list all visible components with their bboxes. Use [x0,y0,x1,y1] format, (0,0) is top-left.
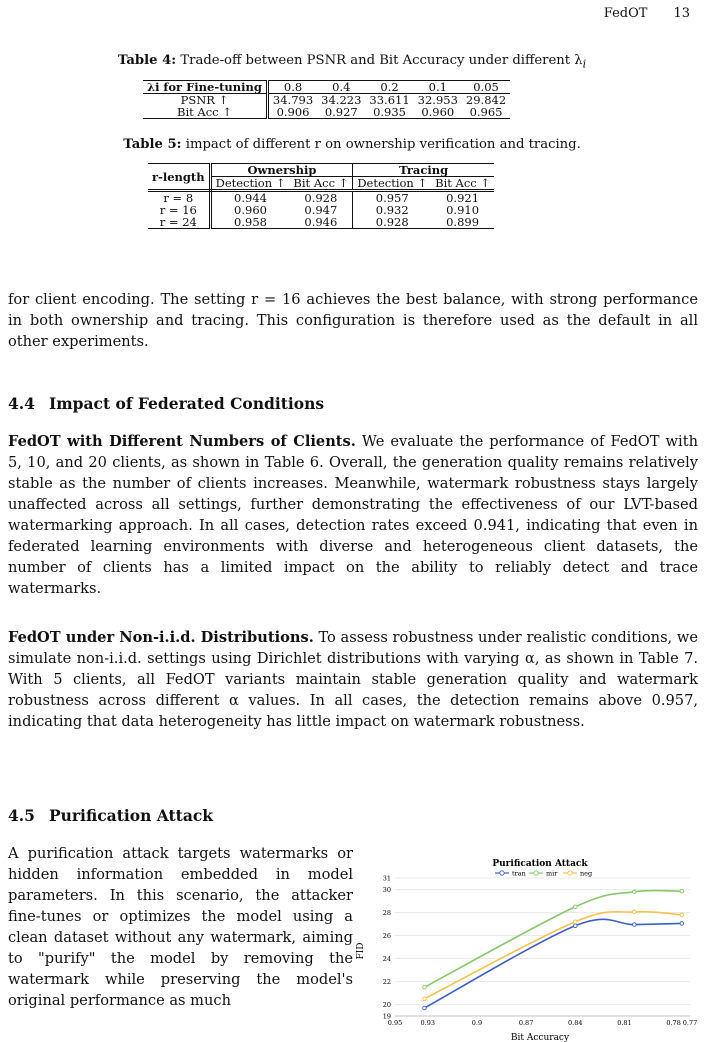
data-point-mir [632,890,636,894]
x-tick-label: 0.87 [518,1019,534,1027]
table-cell: 0.927 [317,106,365,119]
paragraph-text: To assess robustness under realistic conditions, we simulate non-i.i.d. settings using Dirichlet distributions with varying α, as shown in Table 7. With 5 clients, all FedOT variants maintain stable generation quality and watermark robustness across different α values. In all cases, the detection remains above 0.957, indicating that data heterogeneity has little impact on watermark robustness. [8,629,698,730]
table-header-cell: Detection ↑ [210,177,289,191]
data-point-neg [632,910,636,914]
table4-caption-subscript: i [582,57,587,71]
y-tick-label: 19 [382,1012,391,1021]
table-cell: 0.928 [353,216,431,229]
table-cell: 0.8 [267,81,317,94]
y-tick-label: 26 [382,932,391,940]
data-point-tran [573,924,577,928]
x-tick-label: 0.95 [387,1019,403,1027]
page-number: 13 [673,6,690,21]
table-cell: 0.947 [289,204,352,216]
data-point-neg [573,920,577,924]
table-cell: 0.935 [365,106,413,119]
data-point-mir [423,985,427,989]
y-tick-label: 20 [382,1001,391,1009]
chart-series [423,889,684,1009]
section-heading-4-5 [8,806,227,825]
table-group-header: Ownership [210,164,353,177]
table5-caption-label: Table 5: [123,137,182,152]
table-cell: 0.05 [462,81,510,94]
table5-caption [0,137,704,152]
table-cell: 0.944 [234,191,267,205]
y-tick-label: 31 [382,874,391,883]
table-cell: 0.928 [289,191,352,205]
table-row [143,106,510,119]
table-cell: 34.223 [321,93,362,107]
x-tick-label: 0.9 [471,1019,483,1027]
x-tick-label: 0.77 [682,1019,698,1027]
section-number: 4.4 [8,394,35,413]
legend-label: tran [512,869,526,878]
data-point-tran [423,1006,427,1010]
paragraph: for client encoding. The setting r = 16 achieves the best balance, with strong performance in both ownership and tracing. This configuration is therefore used as the default in all other experiments. [8,291,698,350]
table-cell: 0.2 [365,81,413,94]
table-cell: 0.921 [446,191,480,205]
section-title: Purification Attack [48,806,214,825]
table-cell: 0.960 [414,106,462,119]
table5-caption-text: impact of different r on ownership verification and tracing. [185,137,581,152]
table-group-header: Tracing [353,164,494,177]
table-cell: 33.611 [369,93,410,107]
purification-attack-chart [355,856,700,1042]
table4-caption [0,53,704,71]
chart-title: Purification Attack [492,859,588,869]
table-cell: 0.4 [317,81,365,94]
table-cell: 0.946 [289,216,352,229]
section-heading-4-4 [8,394,338,413]
paragraph [8,431,698,599]
table-row [148,216,494,229]
running-title: FedOT [603,6,648,21]
table-header-cell: Bit Acc ↑ [289,177,352,191]
table-cell: Bit Acc ↑ [143,106,267,119]
data-point-neg [423,997,427,1001]
table-cell: 34.793 [272,93,314,107]
x-tick-label: 0.84 [568,1019,583,1027]
table-cell: 0.965 [462,106,510,119]
table-cell: 0.958 [210,216,289,229]
legend-marker [534,871,538,875]
chart-legend [495,870,592,878]
table4-caption-label: Table 4: [117,53,177,68]
table-cell: 0.899 [431,216,494,229]
table-cell: PSNR ↑ [143,94,267,107]
table-cell: 0.932 [375,203,409,217]
x-tick-label: 0.78 [666,1019,681,1027]
paragraph-text: We evaluate the performance of FedOT with 5, 10, and 20 clients, as shown in Table 6. Overall, the generation quality remains relatively stable as the number of clients increases. Meanwhile, watermark robustness stays largely unaffected across all settings, further demonstrating the effectiveness of our LVT-based watermarking approach. In all cases, detection rates exceed 0.941, indicating that even in federated learning environments with diverse and heterogeneous client datasets, the number of clients has a limited impact on the ability to reliably detect and trace watermarks. [8,433,698,597]
table-row [143,81,510,94]
series-line-mir [425,891,682,988]
running-header [578,6,690,21]
y-tick-label: 24 [382,955,391,963]
y-axis-label: FID [356,942,366,960]
table-cell: r = 8 [148,191,210,205]
legend-label: mir [546,869,558,878]
table-header-cell: Bit Acc ↑ [431,177,494,191]
table5 [148,163,494,229]
data-point-mir [680,889,684,893]
paragraph-lead: FedOT under Non-i.i.d. Distributions. [8,629,314,646]
paragraph-lead: FedOT with Different Numbers of Clients. [8,433,356,450]
y-tick-label: 28 [382,909,391,917]
table-header-cell: r-length [148,164,210,191]
section-title: Impact of Federated Conditions [48,394,325,413]
legend-label: neg [580,869,593,878]
table-cell: 29.842 [465,93,507,107]
table-row [148,191,494,205]
table-cell: 0.960 [234,203,267,217]
table-cell: 0.957 [375,191,409,205]
table-cell: 32.953 [417,93,458,107]
table-cell: λi for Fine-tuning [143,81,267,94]
table-cell: 0.1 [414,81,462,94]
x-tick-label: 0.93 [420,1019,436,1027]
data-point-mir [573,905,577,909]
paragraph [8,627,698,732]
data-point-neg [680,913,684,917]
paragraph: A purification attack targets watermarks or hidden information embedded in model parameters. In this scenario, the attacker fine-tunes or optimizes the model using a clean dataset without any watermark, aiming to "purify" the model by removing the watermark while preserving the model's original performance as much [8,845,353,1009]
legend-marker [500,871,504,875]
table-cell: r = 24 [148,216,210,229]
data-point-tran [632,923,636,927]
legend-marker [568,871,572,875]
table4-caption-text: Trade-off between PSNR and Bit Accuracy under different λ [180,53,583,68]
table-header-cell: Detection ↑ [353,177,431,191]
section-number: 4.5 [8,806,35,825]
data-point-tran [680,922,684,926]
table-header-row [148,164,494,177]
x-tick-label: 0.81 [617,1019,632,1027]
x-axis-label: Bit Accuracy [510,1033,570,1042]
y-tick-label: 22 [382,978,391,986]
table-cell: r = 16 [148,204,210,216]
table-cell: 0.910 [446,203,480,217]
y-tick-label: 30 [382,886,391,894]
table-cell: 0.906 [267,106,317,119]
table4 [143,80,510,119]
